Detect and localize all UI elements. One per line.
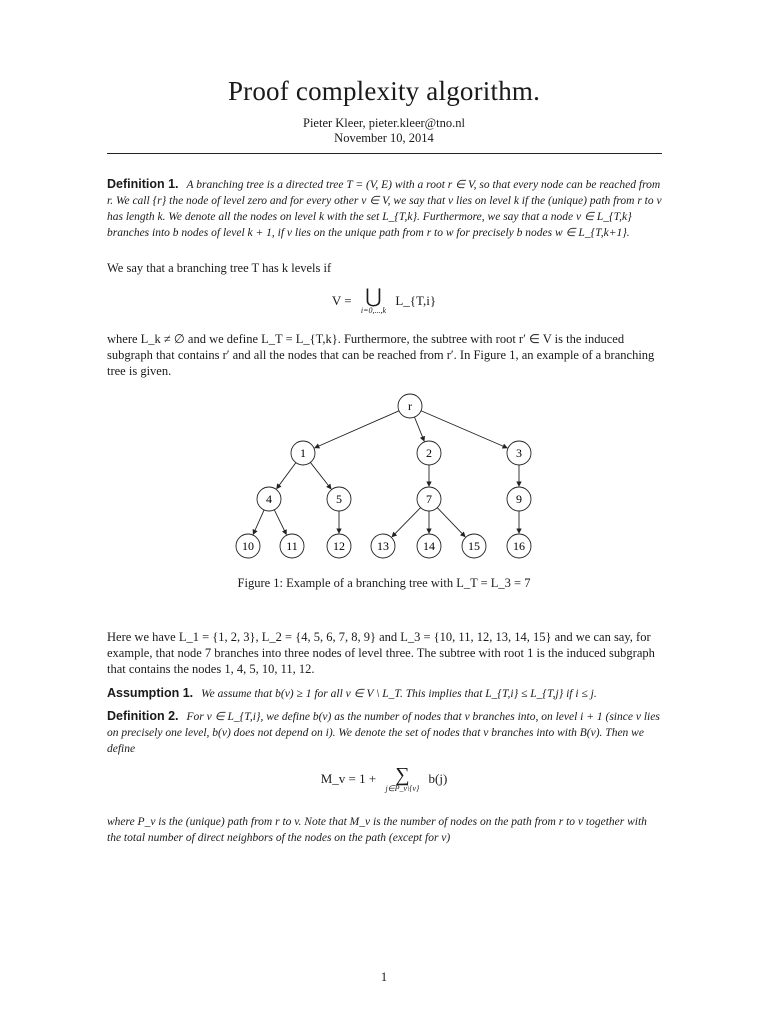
tree-node-7 [417,487,441,511]
tree-node-15 [462,534,486,558]
definition-2-text: For v ∈ L_{T,i}, we define b(v) as the number of nodes that v branches into, on level i + 1 (since v lies on precisely one level, b(v) does not depend on i). We denote the set of nodes that v branches into with B(v). Then we define [107,711,660,755]
union-symbol: ⋃ [365,286,382,308]
sum-symbol: ∑ [395,764,410,786]
page-number: 1 [380,970,388,984]
tree-node-2 [417,441,441,465]
tree-node-label: 5 [336,492,342,506]
tree-node-label: 10 [242,539,254,553]
sum-subscript: j∈P_v\{v} [385,784,420,793]
tree-node-14 [417,534,441,558]
tree-node-3 [507,441,531,465]
tree-edge-r-2 [414,417,424,441]
paragraph-levels: We say that a branching tree T has k levels if [107,261,332,275]
assumption-1 [107,685,662,702]
tree-edge-7-13 [392,508,421,537]
tree-node-label: 14 [423,539,435,553]
tree-node-12 [327,534,351,558]
tree-node-label: 2 [426,446,432,460]
definition-1-text: A branching tree is a directed tree T = (V, E) with a root r ∈ V, so that every node can be reached from r. We call {r} the node of level zero and for every other v ∈ V, we say that v lies on level k if the (unique) path from r to v has length k. We denote all the nodes on level k with the set L_{T,k}. Furthermore, we say that a node v ∈ L_{T,k} branches into b nodes of level k + 1, if v lies on the unique path from r to w for precisely b nodes w ∈ L_{T,k+1}. [107,179,662,239]
tree-node-13 [371,534,395,558]
equation-sum-lhs: M_v = 1 + [320,770,377,786]
tree-node-label: 12 [333,539,345,553]
equation-union-lhs: V = [331,292,352,308]
tree-node-4 [257,487,281,511]
tree-node-9 [507,487,531,511]
tree-node-label: r [408,399,412,413]
tree-node-label: 1 [300,446,306,460]
paragraph-subtree: where L_k ≠ ∅ and we define L_T = L_{T,k}. Furthermore, the subtree with root r′ ∈ V is the induced subgraph that contains r′ and all the nodes that can be reached from r′. In Figure 1, an example of a branching tree is given. [107,332,655,378]
tree-node-r [398,394,422,418]
definition-1-label: Definition 1. [107,177,179,191]
tree-node-16 [507,534,531,558]
figure-caption: Figure 1: Example of a branching tree with L_T = L_3 = 7 [237,576,531,590]
equation-sum-operator-group [385,766,419,794]
paper-title: Proof complexity algorithm. [227,76,541,106]
paragraph-levels-example: Here we have L_1 = {1, 2, 3}, L_2 = {4, 5, 6, 7, 8, 9} and L_3 = {10, 11, 12, 13, 14, 15} and we can say, for example, that node 7 branches into three nodes of level three. The subtree with root 1 is the induced subgraph that contains the nodes 1, 4, 5, 10, 11, 12. [107,630,655,676]
date-line: November 10, 2014 [334,131,434,145]
tree-node-label: 9 [516,492,522,506]
tree-edge-1-4 [277,463,296,489]
tree-edge-7-15 [437,508,465,537]
union-subscript: i=0,...,k [360,306,387,315]
tree-edge-r-1 [315,411,399,448]
paragraph-path-definition: where P_v is the (unique) path from r to v. Note that M_v is the number of nodes on the path from r to v together with the total number of direct neighbors of the nodes on the path (except for v) [107,816,647,844]
tree-node-label: 16 [513,539,525,553]
tree-edge-4-11 [274,510,286,535]
tree-node-5 [327,487,351,511]
tree-node-label: 4 [266,492,272,506]
tree-node-label: 7 [426,492,432,506]
equation-sum [0,766,768,794]
tree-node-label: 3 [516,446,522,460]
equation-union-rhs: L_{T,i} [395,292,437,308]
tree-node-label: 15 [468,539,480,553]
tree-edge-4-10 [253,510,264,534]
equation-sum-rhs: b(j) [428,770,448,786]
tree-node-11 [280,534,304,558]
assumption-1-label: Assumption 1. [107,686,194,700]
tree-node-label: 11 [286,539,298,553]
author-line: Pieter Kleer, pieter.kleer@tno.nl [303,116,465,130]
definition-2-label: Definition 2. [107,709,179,723]
tree-node-10 [236,534,260,558]
definition-2 [107,708,662,757]
tree-edge-1-5 [310,462,331,488]
tree-node-label: 13 [377,539,389,553]
tree-node-1 [291,441,315,465]
assumption-1-text: We assume that b(v) ≥ 1 for all v ∈ V \ L_T. This implies that L_{T,i} ≤ L_{T,j} if i ≤ j. [201,688,597,700]
